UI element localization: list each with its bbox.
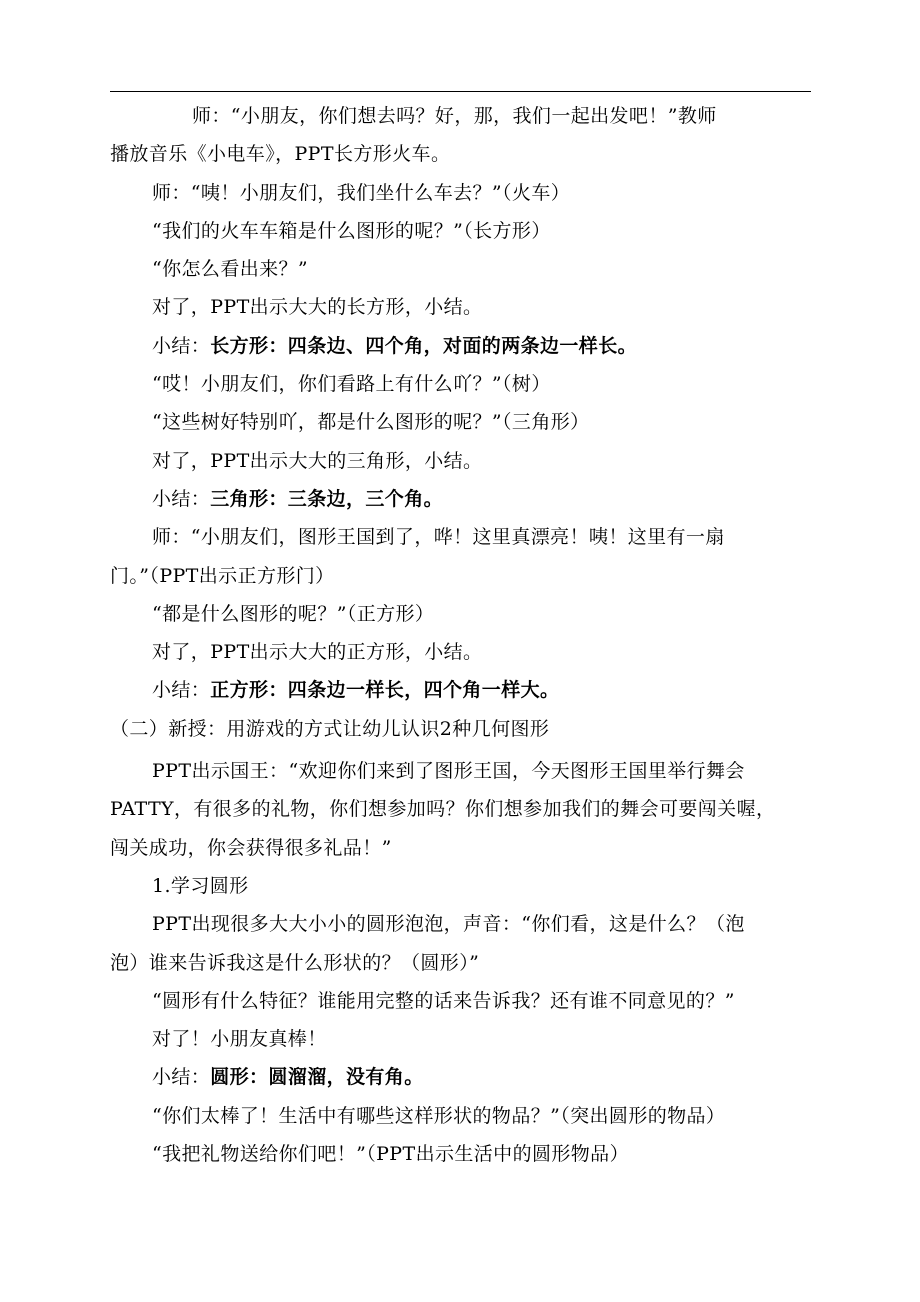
paragraph-line: 泡）谁来告诉我这是什么形状的？（圆形）” (110, 951, 480, 974)
paragraph-7: “哎！小朋友们，你们看路上有什么吖？”（树） (152, 373, 551, 396)
header-rule (110, 91, 811, 92)
paragraph-12: “都是什么图形的呢？”（正方形） (152, 602, 435, 625)
summary-triangle (110, 480, 811, 518)
paragraph-4: “你怎么看出来？” (152, 258, 309, 281)
summary-rectangle (110, 327, 811, 365)
paragraph-20: 对了！小朋友真棒！ (152, 1028, 327, 1051)
paragraph-13: 对了，PPT出示大大的正方形，小结。 (152, 641, 483, 664)
paragraph-line: PPT出现很多大大小小的圆形泡泡，声音：“你们看，这是什么？（泡 (152, 913, 745, 936)
paragraph-5: 对了，PPT出示大大的长方形，小结。 (152, 296, 483, 319)
paragraph-16 (110, 752, 811, 867)
document-body (110, 97, 811, 1173)
paragraph-line: 师：“小朋友们，图形王国到了，哗！这里真漂亮！咦！这里有一扇 (152, 526, 725, 549)
summary-text: 长方形：四条边、四个角，对面的两条边一样长。 (210, 334, 638, 357)
summary-text: 三角形：三条边，三个角。 (210, 487, 444, 510)
section-heading: （二）新授：用游戏的方式让幼儿认识2种几何图形 (110, 717, 550, 740)
paragraph-line: PATTY，有很多的礼物，你们想参加吗？你们想参加我们的舞会可要闯关喔， (110, 798, 776, 821)
summary-text: 正方形：四条边一样长，四个角一样大。 (210, 679, 560, 702)
paragraph-11 (110, 518, 811, 595)
paragraph-23: “我把礼物送给你们吧！”（PPT出示生活中的圆形物品） (152, 1143, 629, 1166)
paragraph-9: 对了，PPT出示大大的三角形，小结。 (152, 449, 483, 472)
paragraph-8: “这些树好特别吖，都是什么图形的呢？”（三角形） (152, 411, 590, 434)
paragraph-22: “你们太棒了！生活中有哪些这样形状的物品？”（突出圆形的物品） (152, 1104, 726, 1127)
paragraph-2: 师：“咦！小朋友们，我们坐什么车去？”（火车） (152, 181, 571, 204)
paragraph-3: “我们的火车车箱是什么图形的呢？”（长方形） (152, 219, 551, 242)
summary-label: 小结： (152, 334, 211, 357)
paragraph-1 (110, 97, 811, 174)
paragraph-line: 师：“小朋友，你们想去吗？好，那，我们一起出发吧！”教师 (192, 105, 717, 127)
paragraph-line: 播放音乐《小电车》，PPT长方形火车。 (110, 143, 451, 166)
summary-label: 小结： (152, 679, 211, 702)
summary-circle (110, 1058, 811, 1096)
paragraph-line: PPT出示国王：“欢迎你们来到了图形王国，今天图形王国里举行舞会 (152, 760, 745, 783)
summary-square (110, 671, 811, 709)
subsection-heading: 1.学习圆形 (152, 874, 249, 897)
summary-label: 小结： (152, 487, 211, 510)
paragraph-19: “圆形有什么特征？谁能用完整的话来告诉我？还有谁不同意见的？” (152, 989, 735, 1012)
paragraph-18 (110, 905, 811, 982)
paragraph-line: 闯关成功，你会获得很多礼品！” (110, 836, 392, 859)
summary-label: 小结： (152, 1066, 211, 1089)
summary-text: 圆形：圆溜溜，没有角。 (210, 1066, 424, 1089)
paragraph-line: 门。”（PPT出示正方形门） (110, 564, 335, 587)
